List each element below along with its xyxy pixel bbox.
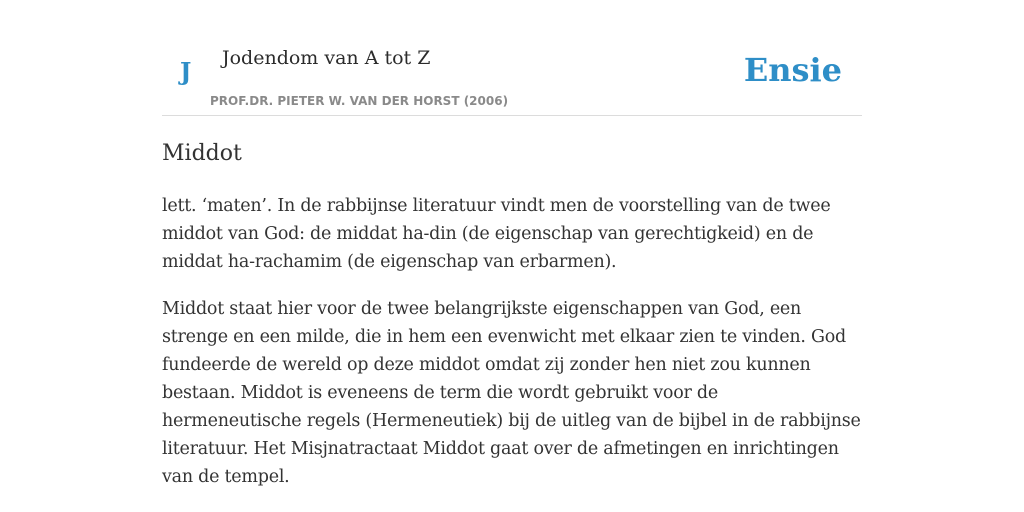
ensie-logo-link[interactable]: Ensie bbox=[743, 51, 842, 89]
entry-card bbox=[162, 0, 862, 512]
book-logo[interactable]: J bbox=[180, 57, 192, 86]
article-title: Middot bbox=[162, 141, 242, 166]
article-paragraph: lett. ‘maten’. In de rabbijnse literatuur vindt men de voorstelling van de twee middot van God: de middat ha-din (de eigenschap van gerechtigkeid) en de middat ha-rachamim (de eigenschap van erbarmen). bbox=[162, 196, 831, 272]
article-body bbox=[162, 192, 862, 510]
book-author: PROF.DR. PIETER W. VAN DER HORST (2006) bbox=[210, 94, 509, 108]
article-paragraph: Middot staat hier voor de twee belangrijkste eigenschappen van God, een strenge en een milde, die in hem een evenwicht met elkaar zien te vinden. God fundeerde de wereld op deze middot omdat zij zonder hen niet zou kunnen bestaan. Middot is eveneens de term die wordt gebruikt voor de hermeneutische regels (Hermeneutiek) bij de uitleg van de bijbel in de rabbijnse literatuur. Het Misjnatractaat Middot gaat over de afmetingen en inrichtingen van de tempel. bbox=[162, 299, 861, 487]
book-title-link[interactable]: Jodendom van A tot Z bbox=[222, 47, 431, 69]
entry-header bbox=[162, 0, 862, 116]
